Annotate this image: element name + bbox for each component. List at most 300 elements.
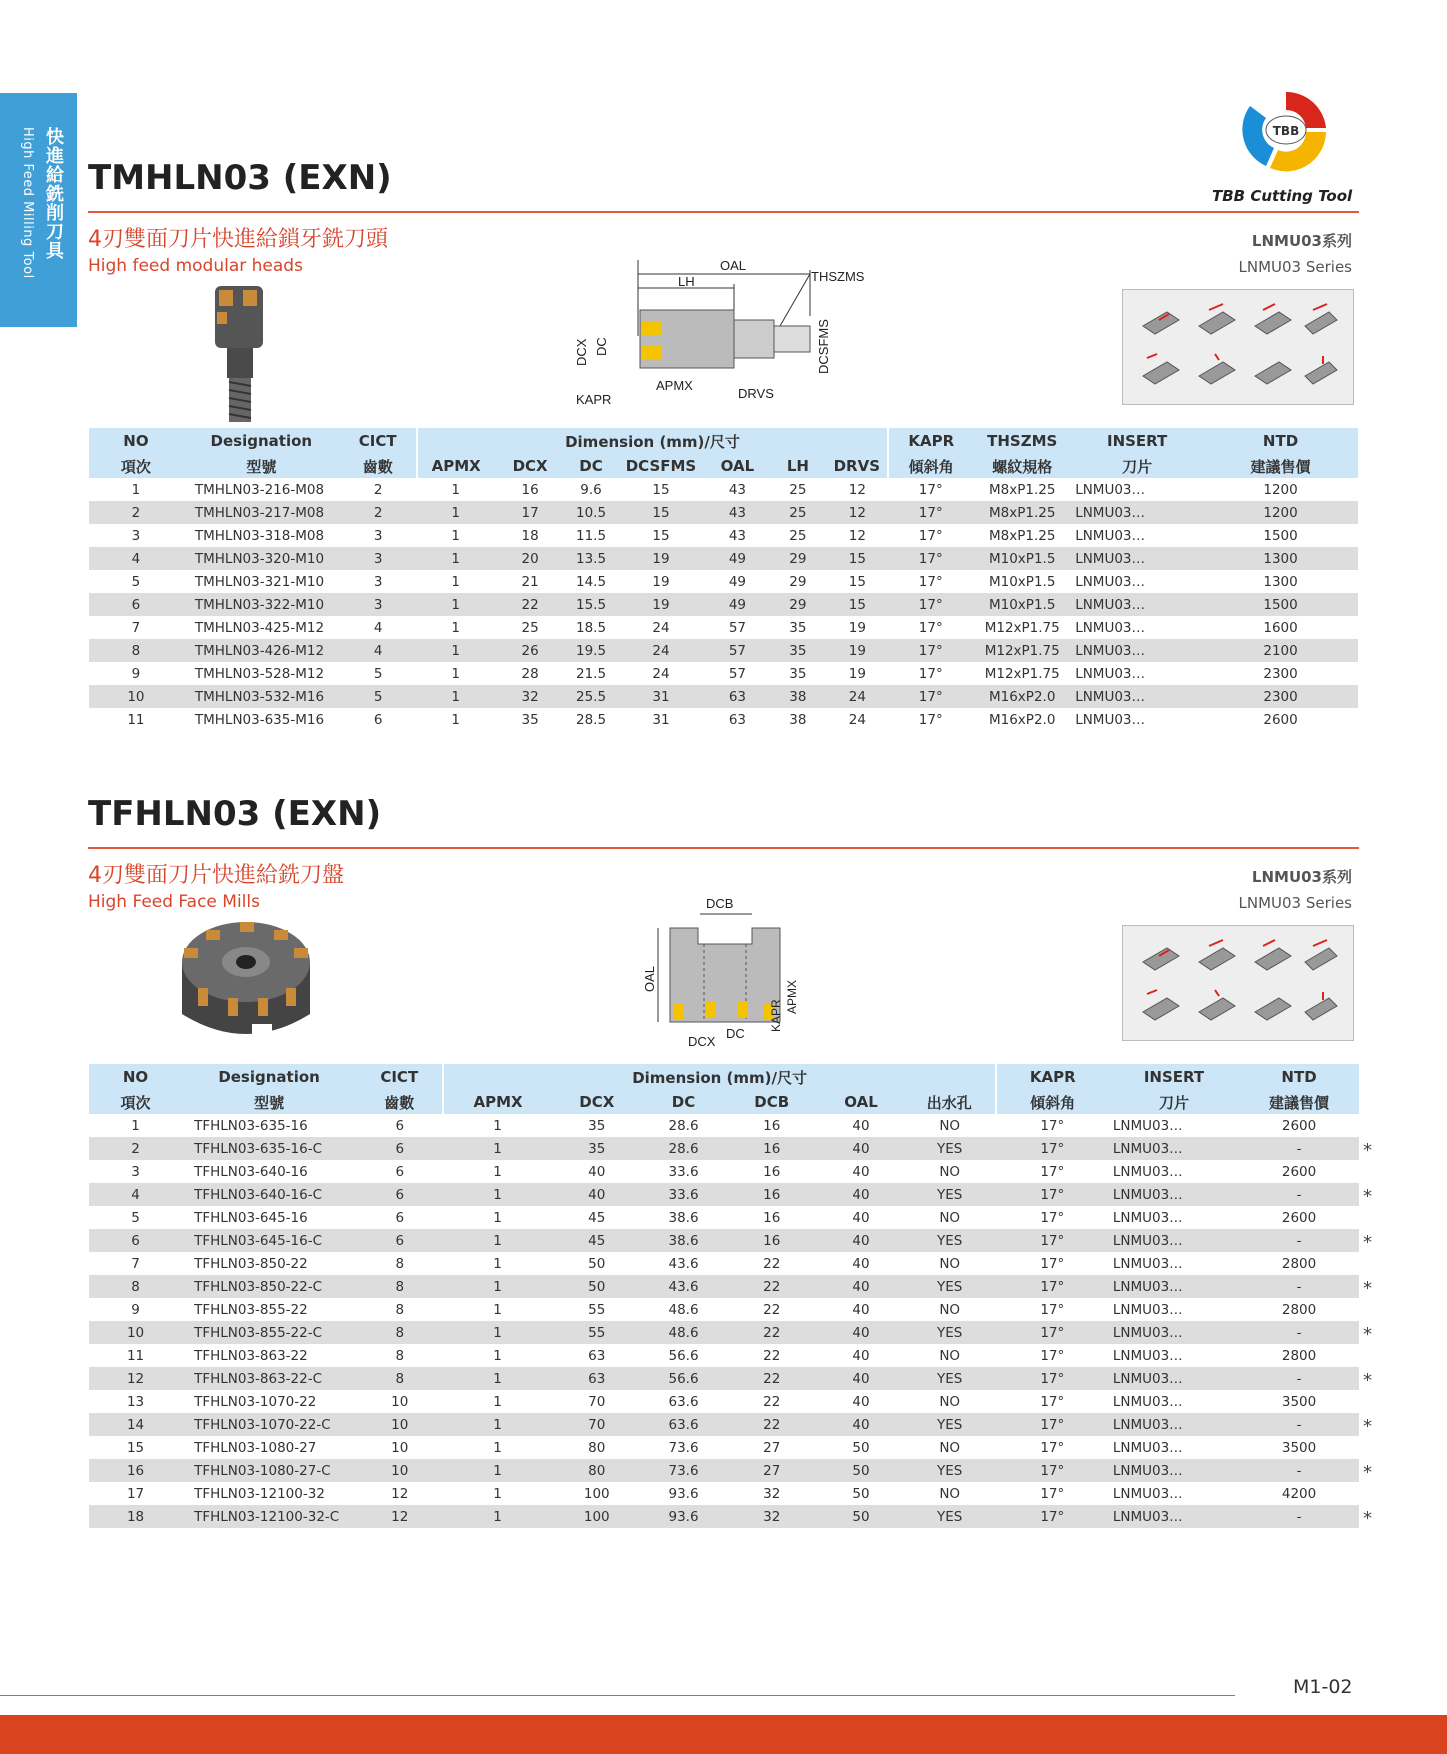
table-cell: 1 [493, 1117, 502, 1134]
col-kapr: KAPR [888, 428, 973, 454]
table-cell: 40 [852, 1347, 870, 1364]
table-cell: NO [939, 1163, 961, 1180]
table-row [89, 1321, 1359, 1344]
table-cell: LNMU03… [1112, 1117, 1183, 1134]
table-cell: 29 [789, 573, 807, 590]
col-no-zh: 項次 [89, 1090, 182, 1114]
col-no: NO [89, 1064, 182, 1090]
table-cell: 70 [588, 1393, 606, 1410]
table-cell: 2800 [1281, 1255, 1317, 1272]
table-cell: 17° [888, 547, 973, 570]
table-cell: 19 [617, 593, 706, 616]
table-cell: 93.6 [642, 1505, 725, 1528]
col-dcx: DCX [552, 1090, 642, 1114]
table-cell: 24 [617, 639, 706, 662]
table-cell: 2800 [1281, 1301, 1317, 1318]
table-cell: LNMU03… [1109, 1275, 1239, 1298]
table-cell: 55 [588, 1301, 606, 1318]
col-designation: Designation [182, 1064, 356, 1090]
table-row [89, 1436, 1359, 1459]
table-row [89, 1114, 1359, 1137]
table-cell: 8 [356, 1321, 443, 1344]
table-cell: 3 [340, 547, 417, 570]
table-cell: 50 [852, 1439, 870, 1456]
table-cell: 18.5 [576, 619, 607, 636]
col-thszms-zh: 螺紋規格 [973, 454, 1071, 478]
table-cell: 4 [89, 1183, 182, 1206]
dim-label-dc: DC [594, 337, 609, 356]
table-cell: 38 [769, 685, 826, 708]
modular-head-diagram [570, 256, 880, 411]
table-subheader-row [89, 454, 1358, 478]
table-cell: 22 [763, 1255, 781, 1272]
col-dc: DC [642, 1090, 725, 1114]
table-cell: 43.6 [668, 1255, 699, 1272]
table-cell: 7 [131, 1255, 140, 1272]
table-cell: LNMU03… [1071, 685, 1203, 708]
machining-application-icons [1123, 290, 1353, 404]
table-cell: 22 [725, 1367, 818, 1390]
table-cell: 43 [728, 527, 747, 544]
section2-series-zh: LNMU03系列 [1251, 868, 1352, 886]
table-cell: LNMU03… [1075, 665, 1146, 682]
table-cell: 28.5 [576, 711, 607, 728]
table-cell: 40 [818, 1183, 903, 1206]
table-row [89, 478, 1358, 501]
table-cell: TMHLN03-320-M10 [183, 547, 340, 570]
table-cell: 6 [356, 1183, 443, 1206]
table-cell: 1 [493, 1209, 502, 1226]
table-cell: 1500 [1203, 593, 1358, 616]
table-cell: 3 [131, 527, 141, 544]
table-cell: TFHLN03-1070-22 [194, 1393, 317, 1410]
table-cell: 35 [789, 619, 807, 636]
section2-subtitle-zh: 4刃雙面刀片快進給銑刀盤 [88, 863, 344, 888]
table-cell: TFHLN03-635-16 [194, 1117, 308, 1134]
table-cell: 1 [493, 1255, 502, 1272]
section1-table-body [89, 478, 1358, 731]
table-cell: - [1239, 1229, 1359, 1252]
table-cell: 16 [89, 1459, 182, 1482]
table-cell: 63 [588, 1347, 606, 1364]
table-cell: 22 [725, 1321, 818, 1344]
table-cell: 1 [131, 481, 141, 498]
table-cell: 17° [888, 685, 973, 708]
col-insert-zh: 刀片 [1071, 454, 1203, 478]
table-cell: TFHLN03-863-22-C [182, 1367, 356, 1390]
table-cell: 16 [521, 481, 539, 498]
table-cell: 32 [495, 685, 566, 708]
table-cell: 8 [395, 1301, 405, 1318]
table-cell: 1300 [1203, 547, 1358, 570]
table-cell: 56.6 [642, 1367, 725, 1390]
table-cell: 16 [725, 1183, 818, 1206]
modular-head-photo [205, 282, 275, 428]
side-tab-en: High Feed Milling Tool [20, 127, 35, 279]
table-cell: 17 [495, 501, 566, 524]
table-cell: 5 [131, 1209, 140, 1226]
col-no-zh: 項次 [89, 454, 183, 478]
table-cell: YES [904, 1505, 996, 1528]
table-cell: 1 [493, 1485, 502, 1502]
dim-label-apmx: APMX [656, 378, 693, 393]
table-cell: 2 [89, 1137, 182, 1160]
table-cell: 55 [552, 1321, 642, 1344]
col-ntd-zh: 建議售價 [1239, 1090, 1359, 1114]
table-cell: 16 [763, 1163, 781, 1180]
table-cell: LNMU03… [1075, 527, 1146, 544]
table-cell: 8 [89, 639, 183, 662]
table-cell: LNMU03… [1109, 1321, 1239, 1344]
table-cell: 19 [826, 639, 888, 662]
star-mark: * [1363, 1140, 1372, 1161]
table-cell: 17° [996, 1413, 1109, 1436]
table-cell: LNMU03… [1109, 1505, 1239, 1528]
table-cell: 40 [818, 1137, 903, 1160]
table-cell: LNMU03… [1112, 1255, 1183, 1272]
section2-title: TFHLN03 (EXN) [88, 794, 382, 834]
table-cell: 1 [417, 547, 495, 570]
table-cell: - [1239, 1459, 1359, 1482]
table-cell: M8xP1.25 [988, 481, 1056, 498]
table-cell: 6 [373, 711, 383, 728]
table-cell: 3500 [1281, 1439, 1317, 1456]
table-cell: LNMU03… [1071, 593, 1203, 616]
table-cell: 43 [705, 501, 769, 524]
table-header-row [89, 428, 1358, 454]
table-cell: 63.6 [668, 1393, 699, 1410]
table-cell: TFHLN03-863-22 [194, 1347, 308, 1364]
table-cell: 2 [340, 501, 417, 524]
table-cell: 40 [818, 1413, 903, 1436]
table-row [89, 1298, 1359, 1321]
table-cell: 49 [705, 593, 769, 616]
table-cell: TMHLN03-217-M08 [183, 501, 340, 524]
logo-caption: TBB Cutting Tool [1212, 187, 1353, 205]
star-mark: * [1363, 1462, 1372, 1483]
table-cell: 24 [826, 685, 888, 708]
table-cell: 70 [552, 1413, 642, 1436]
table-cell: 1 [443, 1459, 551, 1482]
table-cell: 17° [888, 593, 973, 616]
star-mark: * [1363, 1324, 1372, 1345]
col-dimension: Dimension (mm)/尺寸 [417, 428, 889, 454]
table-cell: 6 [395, 1117, 405, 1134]
table-cell: 11 [127, 711, 145, 728]
table-cell: 17° [918, 711, 943, 728]
table-cell: 35 [789, 665, 807, 682]
col-insert-zh: 刀片 [1109, 1090, 1239, 1114]
table-cell: 25 [789, 481, 807, 498]
table-cell: 5 [373, 665, 383, 682]
table-cell: TMHLN03-321-M10 [194, 573, 325, 590]
dim-label-thszms: THSZMS [811, 269, 865, 284]
table-cell: 12 [848, 481, 866, 498]
table-cell: M8xP1.25 [973, 501, 1071, 524]
table-cell: 16 [725, 1229, 818, 1252]
table-cell: 27 [725, 1459, 818, 1482]
table-cell: 17° [918, 573, 943, 590]
table-cell: TMHLN03-216-M08 [194, 481, 325, 498]
table-cell: 22 [725, 1275, 818, 1298]
table-row [89, 1459, 1359, 1482]
table-cell: 9.6 [580, 481, 602, 498]
table-cell: LNMU03… [1112, 1209, 1183, 1226]
table-cell: 17° [918, 665, 943, 682]
section1-title: TMHLN03 (EXN) [88, 158, 392, 198]
star-mark: * [1363, 1370, 1372, 1391]
table-cell: 17° [1040, 1255, 1065, 1272]
table-cell: 15 [826, 593, 888, 616]
table-cell: 22 [763, 1301, 781, 1318]
table-cell: TFHLN03-645-16 [194, 1209, 308, 1226]
table-cell: M12xP1.75 [973, 639, 1071, 662]
table-cell: 16 [725, 1137, 818, 1160]
table-row [89, 1206, 1359, 1229]
col-ntd: NTD [1239, 1064, 1359, 1090]
col-kapr: KAPR [996, 1064, 1109, 1090]
table-cell: - [1239, 1367, 1359, 1390]
table-cell: TMHLN03-425-M12 [194, 619, 325, 636]
table-cell: 2600 [1281, 1209, 1317, 1226]
table-cell: 6 [89, 593, 183, 616]
table-cell: YES [904, 1137, 996, 1160]
table-cell: 35 [588, 1117, 606, 1134]
table-cell: 5 [131, 573, 141, 590]
table-cell: 4200 [1281, 1485, 1317, 1502]
table-cell: 16 [763, 1209, 781, 1226]
table-cell: 1 [417, 501, 495, 524]
table-cell: 1 [417, 639, 495, 662]
dim-label-dcsfms: DCSFMS [816, 319, 831, 374]
side-tab-zh: 快進給銑削刀具 [43, 127, 64, 260]
dim-label-oal: OAL [642, 965, 657, 992]
table-cell: 1 [493, 1347, 502, 1364]
table-cell: LNMU03… [1075, 711, 1146, 728]
table-cell: 1 [493, 1163, 502, 1180]
table-cell: 17° [1040, 1439, 1065, 1456]
section2-rule [88, 847, 1359, 849]
table-cell: 40 [818, 1275, 903, 1298]
table-cell: 1 [417, 685, 495, 708]
table-cell: 45 [588, 1209, 606, 1226]
section1-spec-table [89, 428, 1359, 731]
table-cell: YES [904, 1275, 996, 1298]
col-cict: CICT [340, 428, 417, 454]
table-cell: 11 [126, 1347, 145, 1364]
table-cell: 9 [131, 665, 141, 682]
table-cell: 10.5 [566, 501, 617, 524]
col-cict-zh: 齒數 [340, 454, 417, 478]
table-header-row [89, 1064, 1359, 1090]
table-cell: TFHLN03-1080-27-C [182, 1459, 356, 1482]
col-dcsfms: DCSFMS [617, 454, 706, 478]
dim-label-oal: OAL [720, 258, 747, 273]
col-dcx: DCX [495, 454, 566, 478]
table-cell: 6 [395, 1163, 405, 1180]
table-cell: 12 [89, 1367, 182, 1390]
table-cell: 3500 [1281, 1393, 1317, 1410]
table-cell: NO [939, 1485, 961, 1502]
table-cell: 15.5 [566, 593, 617, 616]
table-cell: 14 [89, 1413, 182, 1436]
table-cell: 1 [493, 1439, 502, 1456]
table-cell: 6 [395, 1209, 405, 1226]
table-cell: TFHLN03-850-22-C [182, 1275, 356, 1298]
table-cell: 57 [705, 639, 769, 662]
table-row [89, 1390, 1359, 1413]
table-cell: 100 [552, 1505, 642, 1528]
table-cell: 45 [552, 1229, 642, 1252]
table-cell: 43.6 [642, 1275, 725, 1298]
table-cell: 15 [617, 501, 706, 524]
table-cell: - [1239, 1137, 1359, 1160]
table-cell: 40 [852, 1163, 870, 1180]
table-cell: M16xP2.0 [973, 685, 1071, 708]
table-cell: 12 [848, 527, 866, 544]
table-cell: 19 [652, 573, 670, 590]
col-ntd: NTD [1203, 428, 1358, 454]
table-cell: TFHLN03-855-22-C [182, 1321, 356, 1344]
table-subheader-row [89, 1090, 1359, 1114]
table-cell: TMHLN03-426-M12 [183, 639, 340, 662]
table-cell: 50 [552, 1275, 642, 1298]
table-row [89, 501, 1358, 524]
col-lh: LH [769, 454, 826, 478]
table-cell: 17° [996, 1505, 1109, 1528]
table-cell: 40 [588, 1163, 606, 1180]
application-icons-panel-2 [1122, 925, 1354, 1041]
table-cell: - [1239, 1275, 1359, 1298]
col-kapr-zh: 傾斜角 [996, 1090, 1109, 1114]
table-cell: 3 [373, 573, 383, 590]
table-cell: 3 [340, 593, 417, 616]
table-cell: 40 [818, 1229, 903, 1252]
col-no: NO [89, 428, 183, 454]
table-cell: 1 [451, 573, 460, 590]
table-cell: LNMU03… [1109, 1459, 1239, 1482]
table-cell: 2300 [1203, 685, 1358, 708]
table-cell: 32 [725, 1505, 818, 1528]
table-cell: 17° [996, 1183, 1109, 1206]
table-cell: 1 [493, 1393, 502, 1410]
table-cell: 31 [652, 711, 670, 728]
table-cell: 17° [1040, 1163, 1065, 1180]
section2-table-body [89, 1114, 1359, 1528]
table-cell: 12 [356, 1505, 443, 1528]
table-cell: 73.6 [668, 1439, 699, 1456]
table-cell: 7 [131, 619, 141, 636]
table-cell: 50 [588, 1255, 606, 1272]
table-cell: 28 [521, 665, 539, 682]
table-row [89, 1137, 1359, 1160]
table-cell: 17° [1040, 1393, 1065, 1410]
table-cell: 17° [996, 1321, 1109, 1344]
table-cell: 25 [789, 527, 807, 544]
table-cell: TFHLN03-855-22 [194, 1301, 308, 1318]
section2-spec-table [89, 1064, 1359, 1528]
table-cell: 35 [521, 711, 539, 728]
table-cell: 22 [763, 1347, 781, 1364]
table-cell: - [1239, 1183, 1359, 1206]
table-cell: 26 [495, 639, 566, 662]
table-cell: 2100 [1203, 639, 1358, 662]
table-cell: LNMU03… [1109, 1183, 1239, 1206]
table-cell: 17° [1040, 1117, 1065, 1134]
table-cell: 31 [617, 685, 706, 708]
table-cell: TFHLN03-645-16-C [182, 1229, 356, 1252]
table-cell: 2 [373, 481, 383, 498]
section1-series-en: LNMU03 Series [1238, 258, 1352, 276]
table-cell: TMHLN03-528-M12 [194, 665, 325, 682]
table-cell: 1 [443, 1137, 551, 1160]
dim-label-lh: LH [678, 274, 695, 289]
table-cell: 38.6 [642, 1229, 725, 1252]
section1-series-zh: LNMU03系列 [1251, 232, 1352, 250]
machining-application-icons-2 [1123, 926, 1353, 1040]
table-cell: 63 [728, 711, 747, 728]
table-cell: 4 [340, 639, 417, 662]
table-cell: M10xP1.5 [973, 593, 1071, 616]
table-cell: 49 [728, 573, 747, 590]
table-cell: 19 [848, 665, 866, 682]
table-cell: 1 [451, 711, 460, 728]
dim-label-kapr: KAPR [576, 392, 612, 407]
table-cell: 8 [356, 1275, 443, 1298]
table-cell: 40 [852, 1393, 870, 1410]
col-ntd-zh: 建議售價 [1203, 454, 1358, 478]
dim-label-kapr: KAPR [769, 999, 783, 1032]
table-cell: 5 [340, 685, 417, 708]
section1-subtitle-en: High feed modular heads [88, 256, 303, 276]
table-cell: 17° [1040, 1347, 1065, 1364]
table-cell: YES [904, 1367, 996, 1390]
table-cell: 10 [391, 1393, 409, 1410]
table-cell: TMHLN03-532-M16 [183, 685, 340, 708]
col-kapr-zh: 傾斜角 [888, 454, 973, 478]
table-row [89, 662, 1358, 685]
table-cell: 2300 [1263, 665, 1298, 682]
table-cell: LNMU03… [1071, 639, 1203, 662]
col-apmx: APMX [417, 454, 495, 478]
table-cell: TFHLN03-635-16-C [182, 1137, 356, 1160]
table-cell: 1 [443, 1505, 551, 1528]
table-cell: M12xP1.75 [984, 665, 1060, 682]
table-cell: 1 [443, 1229, 551, 1252]
table-cell: 57 [728, 665, 747, 682]
table-cell: 6 [89, 1229, 182, 1252]
table-cell: NO [939, 1393, 961, 1410]
table-cell: 17° [1040, 1209, 1065, 1226]
side-category-tab [0, 93, 77, 327]
col-dimension: Dimension (mm)/尺寸 [443, 1064, 995, 1090]
table-cell: LNMU03… [1112, 1301, 1183, 1318]
table-cell: YES [904, 1321, 996, 1344]
dim-label-dcx: DCX [574, 338, 589, 366]
table-cell: 73.6 [642, 1459, 725, 1482]
table-row [89, 1482, 1359, 1505]
table-cell: TFHLN03-640-16 [194, 1163, 308, 1180]
table-cell: M10xP1.5 [988, 573, 1056, 590]
table-row [89, 708, 1358, 731]
table-cell: NO [939, 1301, 961, 1318]
table-cell: 17° [996, 1459, 1109, 1482]
table-cell: LNMU03… [1109, 1367, 1239, 1390]
table-row [89, 1413, 1359, 1436]
col-dcb: DCB [725, 1090, 818, 1114]
table-cell: 40 [852, 1255, 870, 1272]
table-cell: LNMU03… [1071, 501, 1203, 524]
